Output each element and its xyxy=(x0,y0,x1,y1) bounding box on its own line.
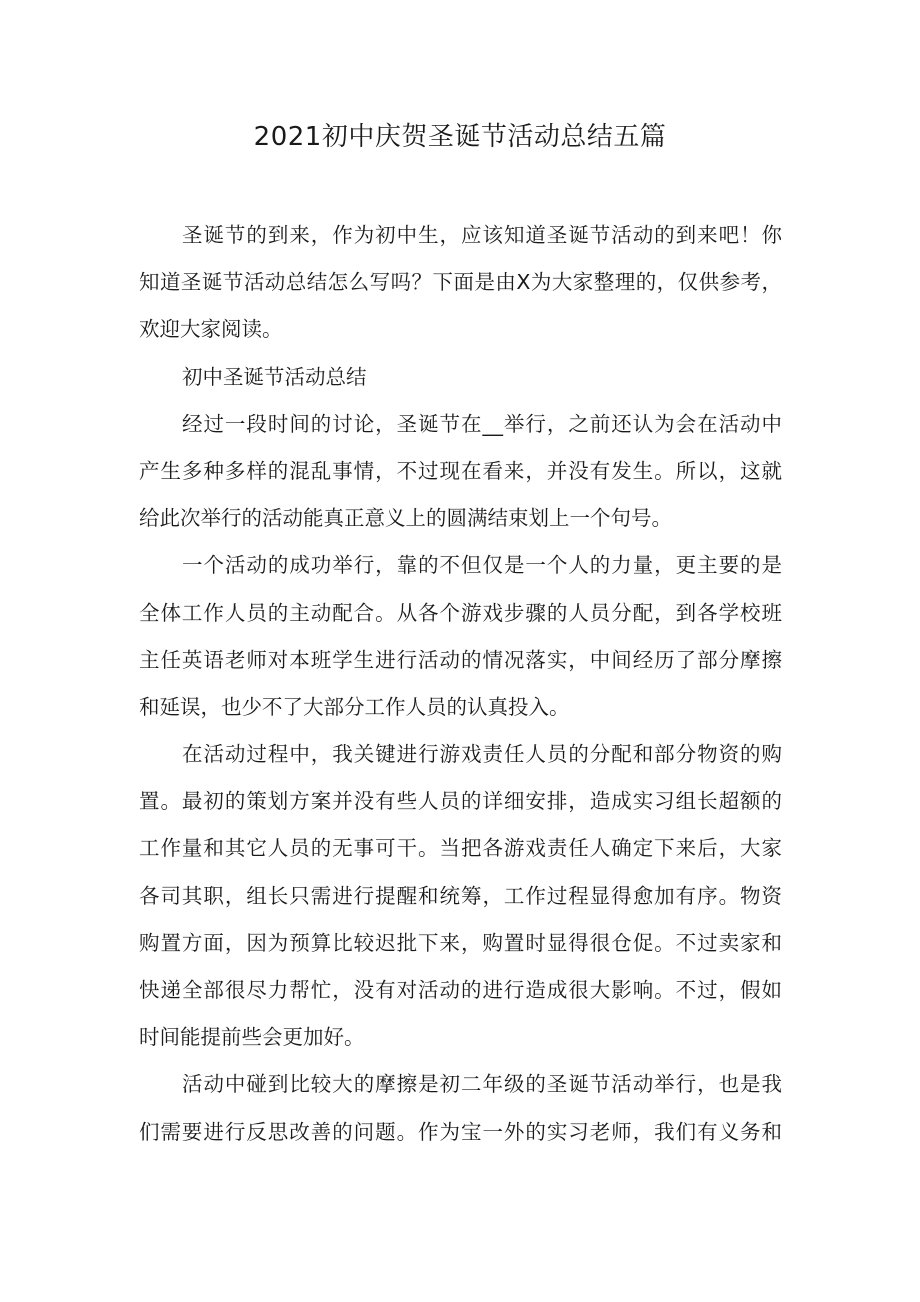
text-line: 知道圣诞节活动总结怎么写吗？下面是由X为大家整理的，仅供参考， xyxy=(139,270,782,295)
text-line: 主任英语老师对本班学生进行活动的情况落实，中间经历了部分摩擦 xyxy=(139,647,782,672)
text-line: 初中圣诞节活动总结 xyxy=(182,364,367,389)
text-line: 欢迎大家阅读。 xyxy=(139,317,283,342)
text-line: 一个活动的成功举行，靠的不但仅是一个人的力量，更主要的是 xyxy=(182,553,782,578)
text-line: 圣诞节的到来，作为初中生，应该知道圣诞节活动的到来吧！你 xyxy=(182,223,782,247)
text-line: 给此次举行的活动能真正意义上的圆满结束划上一个句号。 xyxy=(139,506,672,531)
text-line: 购置方面，因为预算比较迟批下来，购置时显得很仓促。不过卖家和 xyxy=(139,930,782,955)
text-line: 和延误，也少不了大部分工作人员的认真投入。 xyxy=(139,694,570,719)
text-line: 各司其职，组长只需进行提醒和统筹，工作过程显得愈加有序。物资 xyxy=(139,883,782,908)
text-line: 在活动过程中，我关键进行游戏责任人员的分配和部分物资的购 xyxy=(182,742,782,767)
text-line: 时间能提前些会更加好。 xyxy=(139,1025,365,1050)
text-line: 置。最初的策划方案并没有些人员的详细安排，造成实习组长超额的 xyxy=(139,789,782,814)
text-line: 全体工作人员的主动配合。从各个游戏步骤的人员分配，到各学校班 xyxy=(139,600,782,625)
text-line: 们需要进行反思改善的问题。作为宝一外的实习老师，我们有义务和 xyxy=(139,1119,782,1144)
text-line: 经过一段时间的讨论，圣诞节在__举行，之前还认为会在活动中 xyxy=(182,411,782,436)
paragraph xyxy=(139,212,782,354)
document-title: 2021初中庆贺圣诞节活动总结五篇 xyxy=(253,122,667,152)
text-line: 工作量和其它人员的无事可干。当把各游戏责任人确定下来后，大家 xyxy=(139,836,782,861)
section-heading xyxy=(139,354,782,401)
document-body xyxy=(139,212,782,1156)
paragraph xyxy=(139,401,782,543)
text-line: 活动中碰到比较大的摩擦是初二年级的圣诞节活动举行，也是我 xyxy=(182,1072,782,1097)
paragraph xyxy=(139,542,782,731)
paragraph xyxy=(139,1061,782,1155)
text-line: 产生多种多样的混乱事情，不过现在看来，并没有发生。所以，这就 xyxy=(139,458,782,483)
text-line: 快递全部很尽力帮忙，没有对活动的进行造成很大影响。不过，假如 xyxy=(139,978,782,1002)
paragraph xyxy=(139,731,782,1061)
